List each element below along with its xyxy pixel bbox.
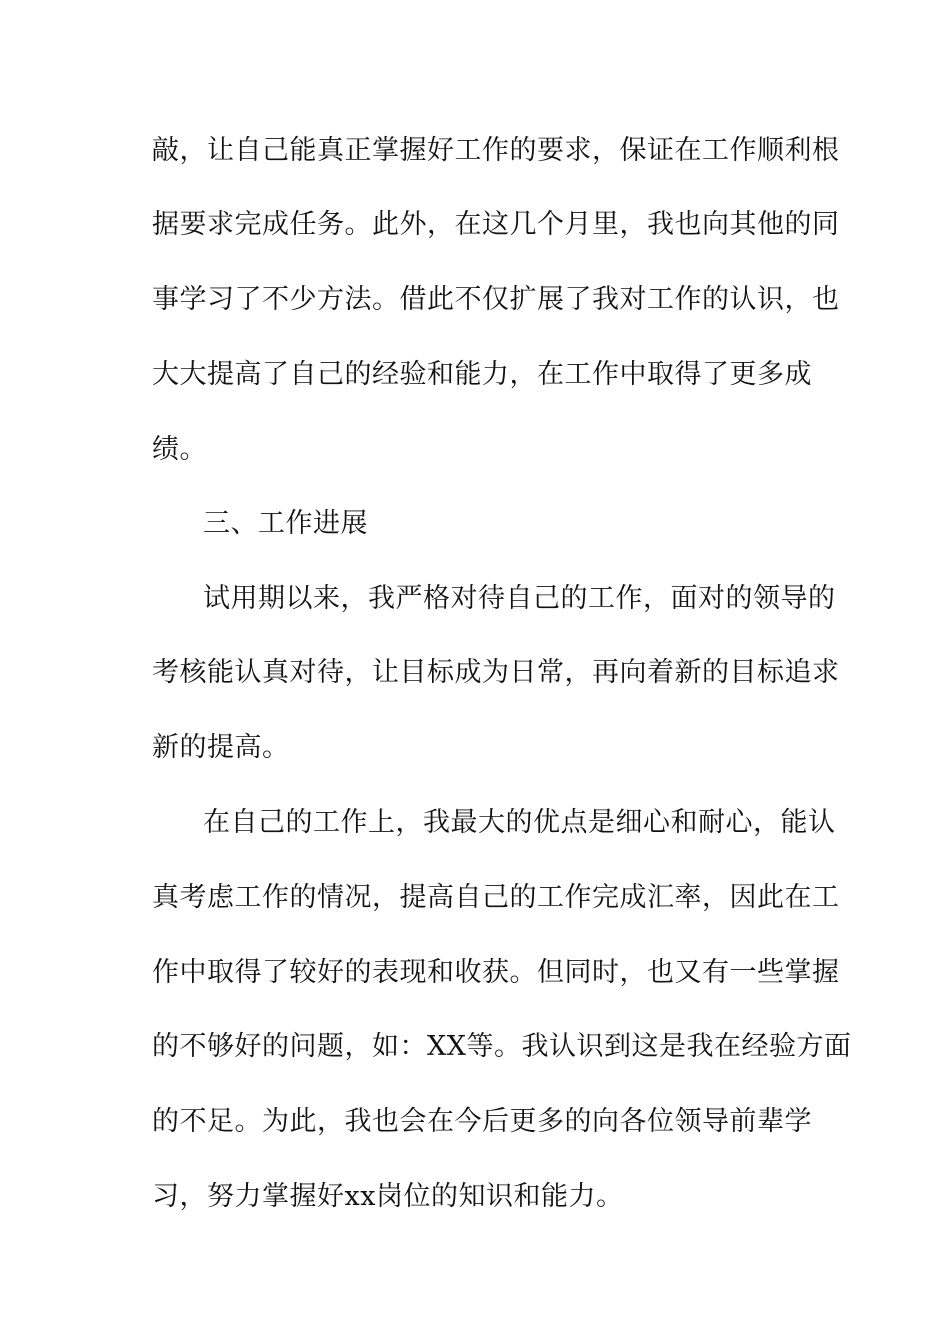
paragraph-line: 的不够好的问题，如：XX等。我认识到这是我在经验方面 xyxy=(152,1031,852,1062)
paragraph-line: 作中取得了较好的表现和收获。但同时，也又有一些掌握 xyxy=(152,957,840,988)
paragraph-line: 敲，让自己能真正掌握好工作的要求，保证在工作顺利根 xyxy=(152,135,840,166)
paragraph-line: 习，努力掌握好xx岗位的知识和能力。 xyxy=(152,1181,624,1212)
paragraph-line: 新的提高。 xyxy=(152,732,290,763)
paragraph-line: 的不足。为此，我也会在今后更多的向各位领导前辈学 xyxy=(152,1106,812,1137)
paragraph-line: 事学习了不少方法。借此不仅扩展了我对工作的认识，也 xyxy=(152,284,840,315)
paragraph-line: 真考虑工作的情况，提高自己的工作完成汇率，因此在工 xyxy=(152,882,840,913)
paragraph-line: 大大提高了自己的经验和能力，在工作中取得了更多成 xyxy=(152,359,812,390)
paragraph-line: 在自己的工作上，我最大的优点是细心和耐心，能认 xyxy=(203,807,836,838)
section-heading: 三、工作进展 xyxy=(203,508,368,539)
paragraph-line: 据要求完成任务。此外，在这几个月里，我也向其他的同 xyxy=(152,209,840,240)
paragraph-line: 考核能认真对待，让目标成为日常，再向着新的目标追求 xyxy=(152,657,840,688)
paragraph-line: 试用期以来，我严格对待自己的工作，面对的领导的 xyxy=(203,583,836,614)
paragraph-line: 绩。 xyxy=(152,434,207,465)
